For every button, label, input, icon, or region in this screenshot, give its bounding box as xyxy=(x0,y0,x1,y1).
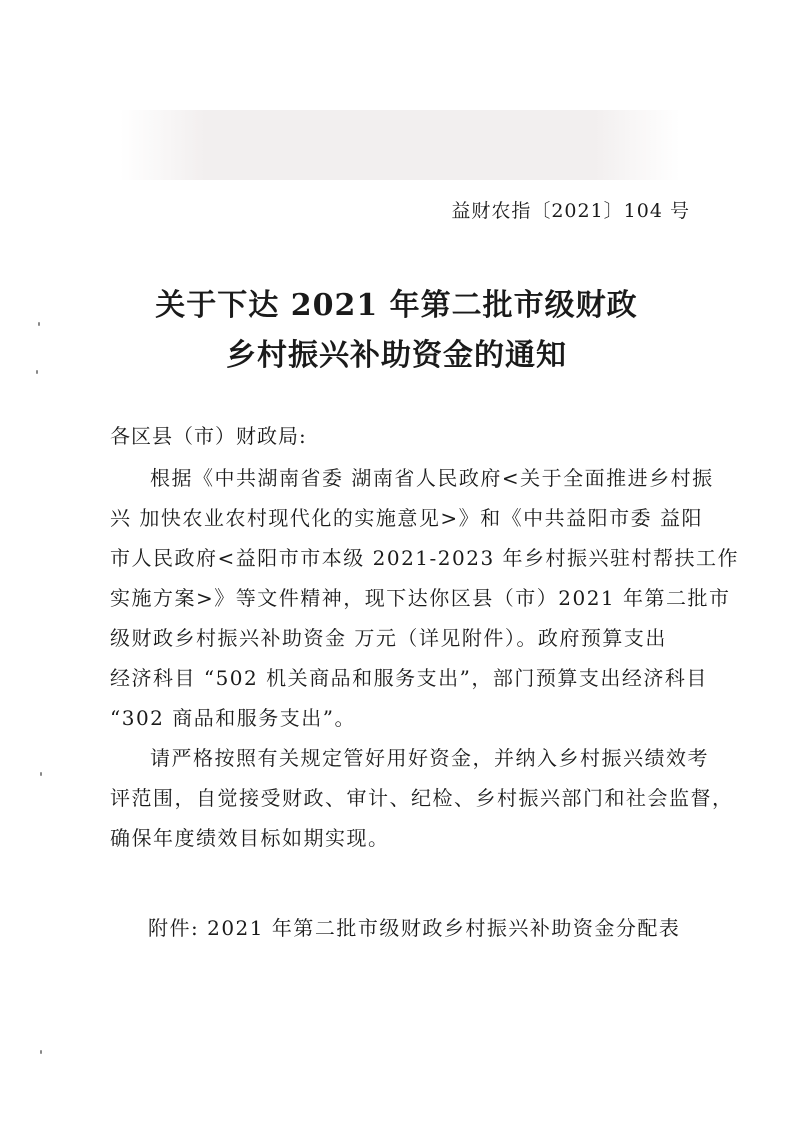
attachment-note: 附件: 2021 年第二批市级财政乡村振兴补助资金分配表 xyxy=(148,916,681,940)
paragraph-line: 实施方案>》等文件精神，现下达你区县（市）2021 年第二批市 xyxy=(110,586,731,610)
paragraph-line: 请严格按照有关规定管好用好资金，并纳入乡村振兴绩效考 xyxy=(150,746,709,770)
scan-speck xyxy=(36,370,38,374)
scan-speck xyxy=(38,322,40,326)
paragraph-line: 根据《中共湖南省委 湖南省人民政府<关于全面推进乡村振 xyxy=(150,466,714,490)
title-line-1: 关于下达 2021 年第二批市级财政 xyxy=(155,288,638,323)
document-number: 益财农指〔2021〕104 号 xyxy=(451,200,690,222)
paragraph-1 xyxy=(110,458,740,738)
paragraph-line: 确保年度绩效目标如期实现。 xyxy=(110,826,390,850)
scan-speck xyxy=(40,1050,42,1054)
header-show-through xyxy=(120,110,680,180)
paragraph-line: “302 商品和服务支出”。 xyxy=(110,706,356,730)
title-line-2: 乡村振兴补助资金的通知 xyxy=(226,338,567,373)
paragraph-line: 评范围，自觉接受财政、审计、纪检、乡村振兴部门和社会监督， xyxy=(110,786,734,810)
paragraph-line: 市人民政府<益阳市市本级 2021-2023 年乡村振兴驻村帮扶工作 xyxy=(110,546,740,570)
paragraph-line: 级财政乡村振兴补助资金 万元（详见附件）。政府预算支出 xyxy=(110,626,667,650)
paragraph-line: 经济科目 “502 机关商品和服务支出”，部门预算支出经济科目 xyxy=(110,666,708,690)
scan-speck xyxy=(40,772,42,776)
paragraph-2 xyxy=(110,738,734,858)
paragraph-line: 兴 加快农业农村现代化的实施意见>》和《中共益阳市委 益阳 xyxy=(110,506,703,530)
salutation: 各区县（市）财政局: xyxy=(110,424,307,448)
